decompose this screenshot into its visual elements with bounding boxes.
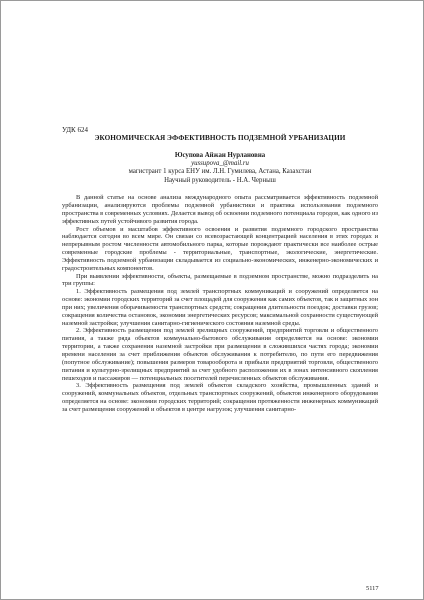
author-supervisor: Научный руководитель - Н.А. Черныш [164, 176, 276, 184]
paragraph: В данной статье на основе анализа международного опыта рассматривается эффективность подземной урбанизации, анализируются проблемы подземной урбанистики и практика использования подземного пространства в современных условиях. Делается вывод об освоении подземного потенциала городов, как одного из эффективных путей устойчивого развития города. [62, 194, 378, 225]
article-title: ЭКОНОМИЧЕСКАЯ ЭФФЕКТИВНОСТЬ ПОДЗЕМНОЙ УРБАНИЗАЦИИ [94, 134, 346, 142]
document-page [62, 126, 378, 414]
page-number: 5117 [366, 585, 379, 592]
paragraph: При выявлении эффективности, объекты, размещаемые в подземном пространстве, можно подразделить на три группы: [62, 272, 378, 288]
article-body [62, 194, 378, 414]
udc-code: УДК 624 [62, 126, 88, 134]
author-name: Юсупова Айжан Нурлановна [174, 151, 266, 159]
author-block [62, 152, 378, 186]
paragraph: 1. Эффективность размещения под землей транспортных коммуникаций и сооружений определяется на основе: экономии городских территорий за счет площадей для сооружения как самих объектов, так и защитных зон при них; увеличения оборачиваемости транспортных средств; сокращения длительности поездок; доставки грузов; сокращения количества остановок, экономии энергетических ресурсов; максимальной сохранности существующей наземной застройки; улучшения санитарно-гигиенического состояния наземной среды. [62, 288, 378, 327]
paragraph: Рост объемов и масштабов эффективного освоения и развития подземного городского пространства наблюдается сегодня во всем мире. Он связан со всевозрастающей концентрацией населения в этих городах и непрерывным ростом численности автомобильного парка, которые порождают практически все наиболее острые современные городские проблемы - территориальные, транспортные, экологические, энергетические. Эффективность подземной урбанизации складывается из социально-экономических, инженерно-экономических и градостроительных компонентов. [62, 225, 378, 272]
author-affiliation: магистрант 1 курса ЕНУ им. Л.Н. Гумилева, Астана, Казахстан [128, 168, 312, 176]
author-email: yussupova_@mail.ru [191, 159, 249, 167]
paragraph: 2. Эффективность размещения под землей зрелищных сооружений, предприятий торговли и общественного питания, а также ряда объектов коммунально-бытового обслуживания определяется на основе: экономии территории, а также сохранения наземной застройки при размещении в сложившихся частях города; экономии времени населения за счет приближения объектов обслуживания к потребителю, по пути его передвижения (попутное обслуживание); повышения размеров товарооборота и прибыли предприятий торговли, общественного питания и культурно-зрелищных предприятий за счет удобного расположения их в зонах интенсивного скопления пешеходов и пассажиров — потенциальных посетителей перечисленных объектов обслуживания. [62, 327, 378, 382]
paragraph: 3. Эффективность размещения под землей объектов складского хозяйства, промышленных зданий и сооружений, коммунальных объектов, отдельных транспортных сооружений, объектов инженерного оборудования определяется на основе: экономии городских территорий; сокращения протяженности инженерных коммуникаций за счет размещения сооружений и объектов в центре нагрузок; улучшения санитарно- [62, 382, 378, 413]
